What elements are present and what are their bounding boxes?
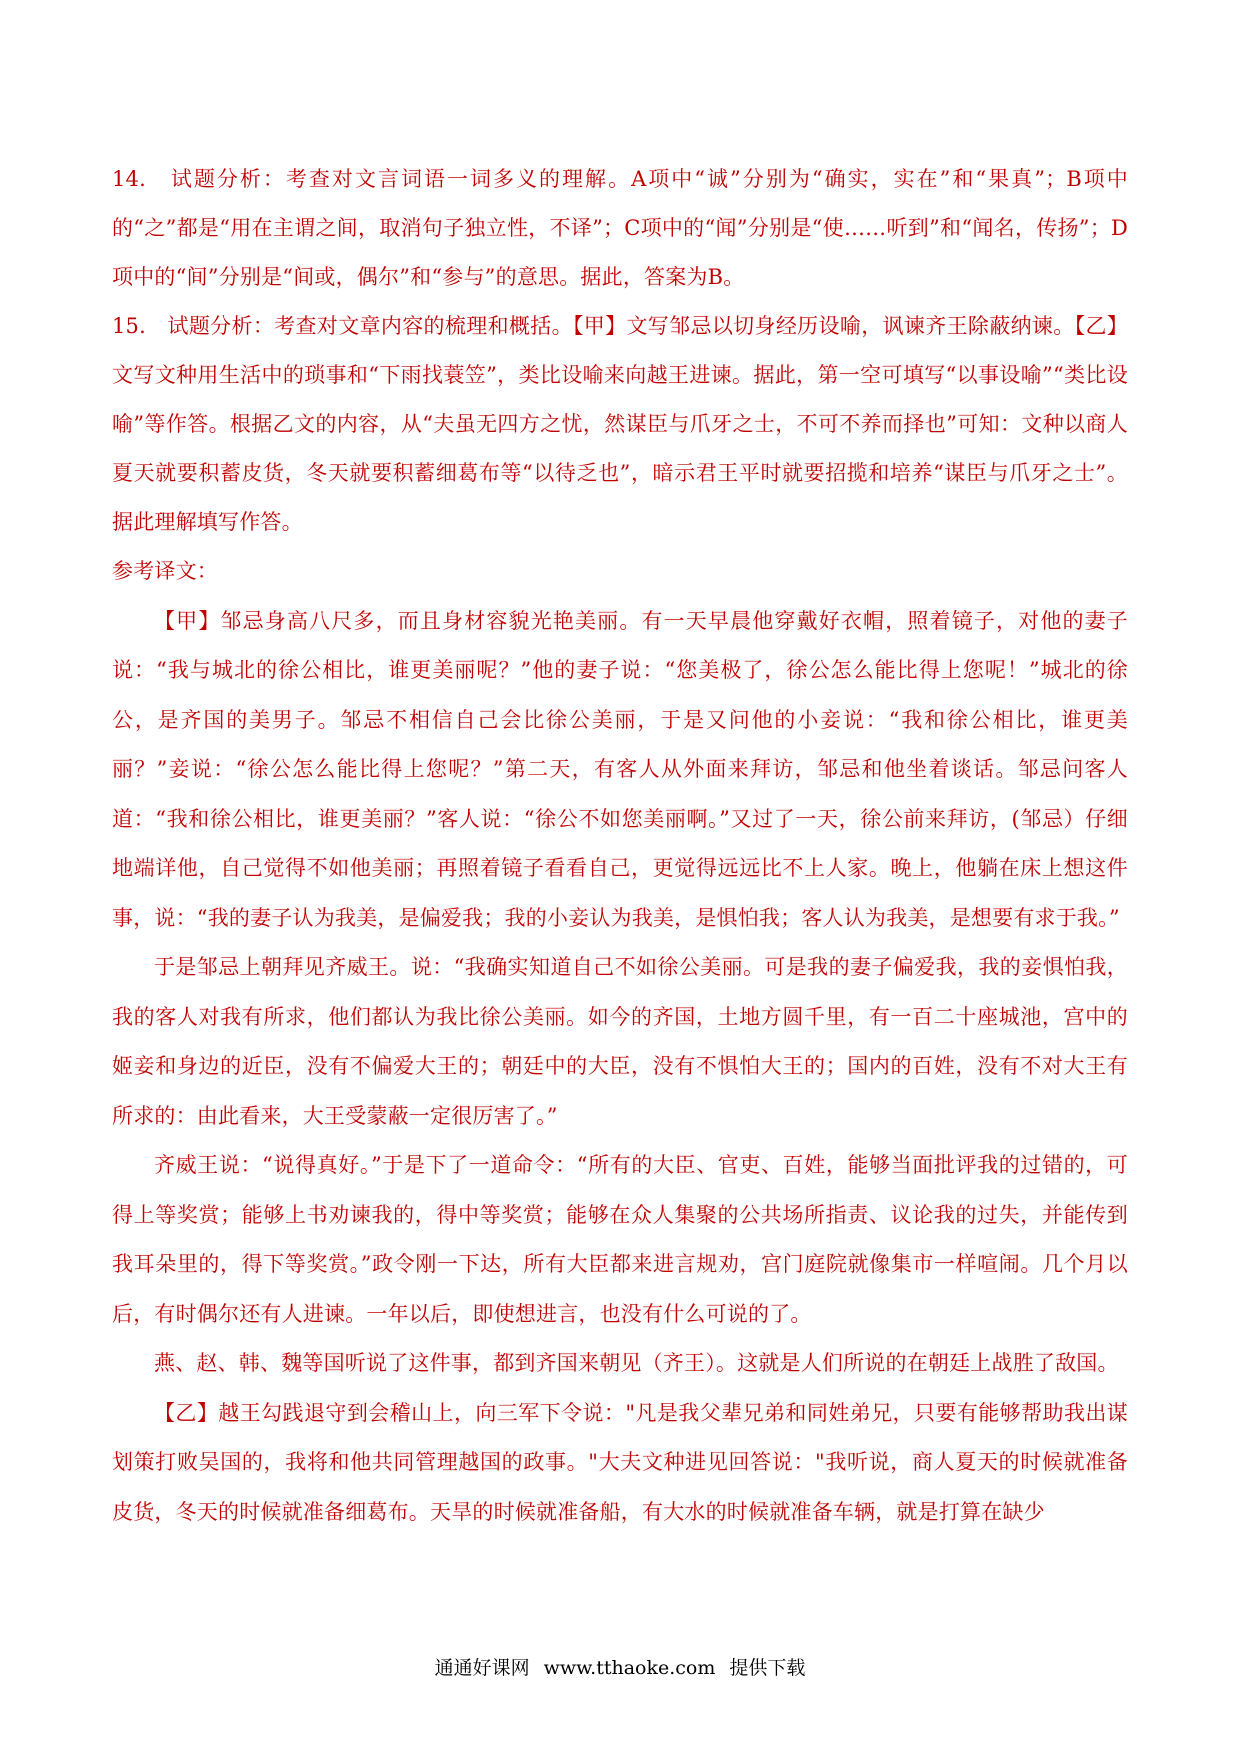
footer-url[interactable]: www.tthaoke.com [543,1657,716,1679]
translation-paragraph-1: 【甲】邹忌身高八尺多，而且身材容貌光艳美丽。有一天早晨他穿戴好衣帽，照着镜子，对他的妻子说：“我与城北的徐公相比，谁更美丽呢？”他的妻子说：“您美极了，徐公怎么能比得上您呢！”城北的徐公，是齐国的美男子。邹忌不相信自己会比徐公美丽，于是又问他的小妾说：“我和徐公相比，谁更美丽？”妾说：“徐公怎么能比得上您呢？”第二天，有客人从外面来拜访，邹忌和他坐着谈话。邹忌问客人道：“我和徐公相比，谁更美丽？”客人说：“徐公不如您美丽啊。”又过了一天，徐公前来拜访，(邹忌）仔细地端详他，自己觉得不如他美丽；再照着镜子看看自己，更觉得远远比不上人家。晚上，他躺在床上想这件事，说：“我的妻子认为我美，是偏爱我；我的小妾认为我美，是惧怕我；客人认为我美，是想要有求于我。” [112,608,1128,930]
translation-paragraph-5: 【乙】越王勾践退守到会稽山上，向三军下令说："凡是我父辈兄弟和同姓弟兄，只要有能够帮助我出谋划策打败吴国的，我将和他共同管理越国的政事。"大夫文种进见回答说："我听说，商人夏天的时候就准备皮货，冬天的时候就准备细葛布。天旱的时候就准备船，有大水的时候就准备车辆，就是打算在缺少 [112,1400,1128,1524]
translation-paragraph-2: 于是邹忌上朝拜见齐威王。说：“我确实知道自己不如徐公美丽。可是我的妻子偏爱我，我的妾惧怕我，我的客人对我有所求，他们都认为我比徐公美丽。如今的齐国，土地方圆千里，有一百二十座城池，宫中的姬妾和身边的近臣，没有不偏爱大王的；朝廷中的大臣，没有不惧怕大王的；国内的百姓，没有不对大王有所求的：由此看来，大王受蒙蔽一定很厉害了。” [112,955,1128,1128]
question-14-analysis: 14. 试题分析：考查对文言词语一词多义的理解。A项中“诚”分别为“确实，实在”和“果真”；B项中的“之”都是“用在主谓之间，取消句子独立性，不译”；C项中的“闻”分别是“使……听到”和“闻名，传扬”；D项中的“间”分别是“间或，偶尔”和“参与”的意思。据此，答案为B。 [112,167,1128,289]
document-body [112,155,1128,1537]
translation-heading: 参考译文： [112,559,218,583]
page-footer [0,1653,1240,1680]
footer-site-name: 通通好课网 [434,1657,530,1679]
translation-paragraph-4: 燕、赵、韩、魏等国听说了这件事，都到齐国来朝见（齐王）。这就是人们所说的在朝廷上战胜了敌国。 [154,1351,1119,1375]
footer-suffix: 提供下载 [729,1657,806,1679]
question-15-analysis: 15. 试题分析：考查对文章内容的梳理和概括。【甲】文写邹忌以切身经历设喻，讽谏齐王除蔽纳谏。【乙】文写文种用生活中的琐事和“下雨找蓑笠”，类比设喻来向越王进谏。据此，第一空可填写“以事设喻”“类比设喻”等作答。根据乙文的内容，从“夫虽无四方之忧，然谋臣与爪牙之士，不可不养而择也”可知：文种以商人夏天就要积蓄皮货，冬天就要积蓄细葛布等“以待乏也”，暗示君王平时就要招揽和培养“谋臣与爪牙之士”。据此理解填写作答。 [112,314,1128,534]
translation-paragraph-3: 齐威王说：“说得真好。”于是下了一道命令：“所有的大臣、官吏、百姓，能够当面批评我的过错的，可得上等奖赏；能够上书劝谏我的，得中等奖赏；能够在众人集聚的公共场所指责、议论我的过失，并能传到我耳朵里的，得下等奖赏。”政令刚一下达，所有大臣都来进言规劝，宫门庭院就像集市一样喧闹。几个月以后，有时偶尔还有人进谏。一年以后，即使想进言，也没有什么可说的了。 [112,1153,1128,1326]
